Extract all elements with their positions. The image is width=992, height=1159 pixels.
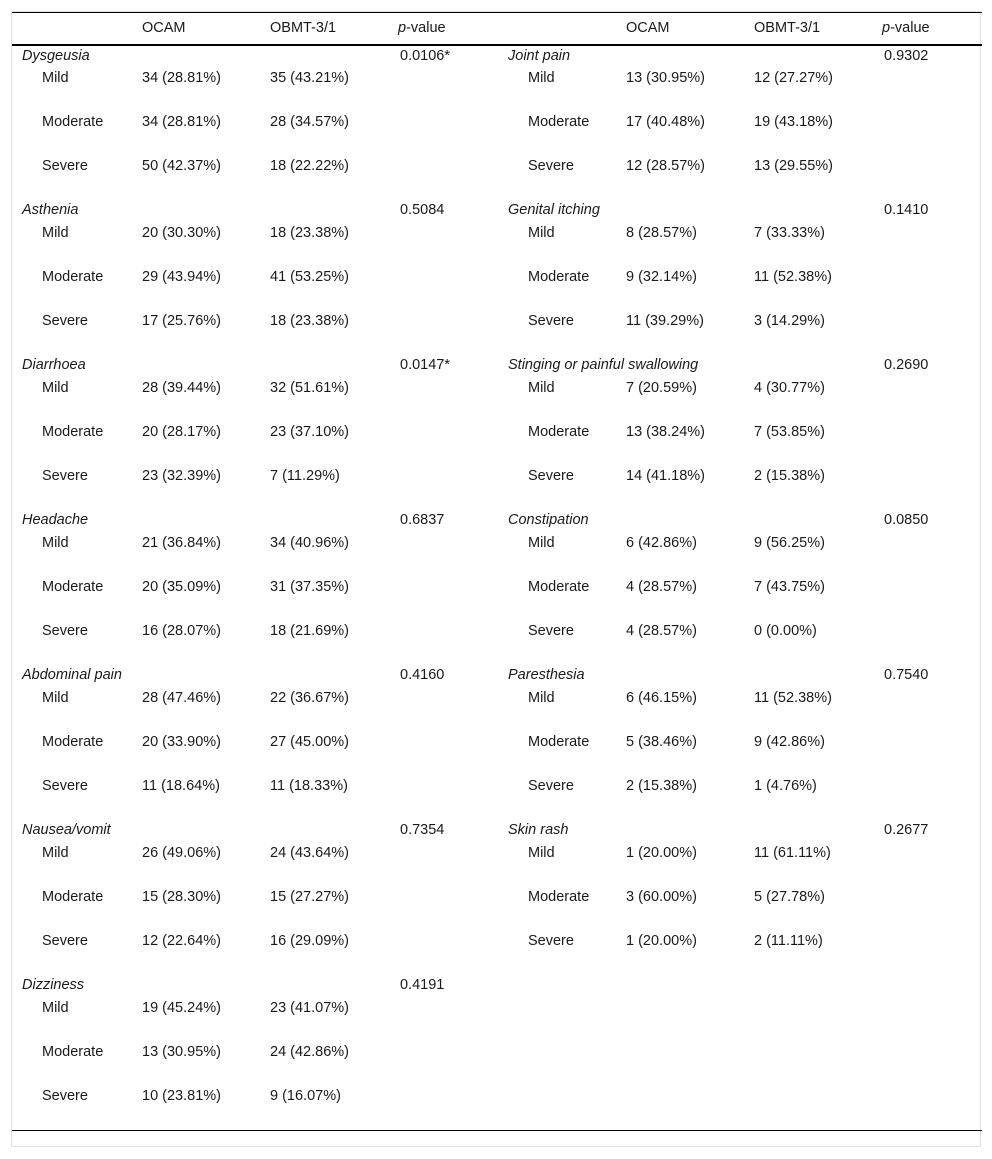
severity-label: Moderate (528, 733, 590, 750)
severity-label: Mild (528, 379, 555, 396)
severity-label: Moderate (42, 578, 104, 595)
severity-label: Severe (42, 157, 88, 174)
group-name: Constipation (508, 511, 589, 528)
empty-cell (398, 688, 498, 732)
obmt-value: 18 (23.38%) (270, 224, 349, 241)
empty-cell (882, 223, 982, 267)
obmt-value: 32 (51.61%) (270, 379, 349, 396)
empty-cell (882, 998, 982, 1042)
empty-cell (626, 1086, 754, 1131)
severity-row (12, 311, 982, 355)
severity-row (12, 931, 982, 975)
severity-row (12, 732, 982, 776)
severity-row (12, 998, 982, 1042)
ocam-value: 15 (28.30%) (142, 888, 221, 905)
obmt-value: 7 (43.75%) (754, 578, 825, 595)
ocam-value: 20 (35.09%) (142, 578, 221, 595)
empty-cell (398, 112, 498, 156)
empty-cell (882, 311, 982, 355)
p-value: 0.0147* (400, 356, 450, 373)
severity-label: Moderate (528, 578, 590, 595)
obmt-value: 3 (14.29%) (754, 312, 825, 329)
obmt-value: 19 (43.18%) (754, 113, 833, 130)
severity-row (12, 533, 982, 577)
obmt-value: 23 (37.10%) (270, 423, 349, 440)
empty-cell (882, 466, 982, 510)
severity-row (12, 621, 982, 665)
ocam-value: 28 (39.44%) (142, 379, 221, 396)
empty-cell (398, 1042, 498, 1086)
severity-label: Severe (12, 1086, 142, 1131)
ocam-value: 13 (30.95%) (142, 1043, 221, 1060)
severity-label: Moderate (528, 423, 590, 440)
obmt-value: 13 (29.55%) (754, 157, 833, 174)
ocam-value: 6 (42.86%) (626, 534, 697, 551)
empty-cell (882, 688, 982, 732)
severity-row (12, 843, 982, 887)
severity-label: Severe (42, 622, 88, 639)
ocam-value: 50 (42.37%) (142, 157, 221, 174)
p-value: 0.0850 (884, 511, 929, 528)
p-italic: p (398, 20, 407, 37)
obmt-value: 18 (22.22%) (270, 157, 349, 174)
obmt-value: 23 (41.07%) (270, 999, 349, 1016)
header-p-value-right (882, 13, 982, 45)
severity-row (12, 887, 982, 931)
severity-label: Moderate (528, 113, 590, 130)
ocam-value: 6 (46.15%) (626, 689, 697, 706)
obmt-value: 5 (27.78%) (754, 888, 825, 905)
severity-label: Mild (42, 379, 69, 396)
empty-cell (498, 1086, 626, 1131)
group-header-row (12, 200, 982, 223)
obmt-value: 31 (37.35%) (270, 578, 349, 595)
ocam-value: 20 (28.17%) (142, 423, 221, 440)
group-name: Nausea/vomit (22, 821, 111, 838)
empty-cell (754, 998, 882, 1042)
severity-label: Severe (528, 312, 574, 329)
header-blank-left (12, 13, 142, 45)
severity-label: Moderate (528, 888, 590, 905)
obmt-value: 18 (21.69%) (270, 622, 349, 639)
severity-label: Mild (42, 689, 69, 706)
group-name: Stinging or painful swallowing (508, 356, 699, 373)
ocam-value: 29 (43.94%) (142, 268, 221, 285)
severity-label: Mild (528, 534, 555, 551)
empty-cell (498, 998, 626, 1042)
adverse-effects-table-frame (11, 11, 981, 1147)
ocam-value: 11 (18.64%) (142, 777, 220, 794)
ocam-value: 13 (38.24%) (626, 423, 705, 440)
empty-cell (398, 931, 498, 975)
p-italic: p (882, 20, 891, 37)
ocam-value: 20 (33.90%) (142, 733, 221, 750)
severity-label: Moderate (42, 268, 104, 285)
severity-row (12, 267, 982, 311)
empty-cell (398, 776, 498, 820)
empty-cell (882, 931, 982, 975)
ocam-value: 11 (39.29%) (626, 312, 704, 329)
ocam-value: 14 (41.18%) (626, 467, 705, 484)
ocam-value: 9 (32.14%) (626, 268, 697, 285)
severity-row (12, 68, 982, 112)
ocam-value: 17 (25.76%) (142, 312, 221, 329)
empty-cell (882, 843, 982, 887)
obmt-value: 9 (56.25%) (754, 534, 825, 551)
severity-label: Mild (42, 69, 69, 86)
p-value: 0.6837 (400, 511, 445, 528)
severity-label: Severe (42, 777, 88, 794)
severity-label: Mild (528, 689, 555, 706)
empty-cell (882, 267, 982, 311)
obmt-value: 28 (34.57%) (270, 113, 349, 130)
empty-cell (498, 975, 982, 998)
obmt-value: 35 (43.21%) (270, 69, 349, 86)
ocam-value: 34 (28.81%) (142, 113, 221, 130)
ocam-value: 7 (20.59%) (626, 379, 697, 396)
ocam-value: 2 (15.38%) (626, 777, 697, 794)
table-body (12, 45, 982, 1131)
empty-cell (398, 843, 498, 887)
p-value: 0.7540 (884, 666, 929, 683)
severity-row (12, 378, 982, 422)
empty-cell (398, 621, 498, 665)
ocam-value: 12 (22.64%) (142, 932, 221, 949)
group-header-row (12, 975, 982, 998)
p-value: 0.2690 (884, 356, 929, 373)
obmt-value: 15 (27.27%) (270, 888, 349, 905)
severity-label: Mild (42, 534, 69, 551)
group-name: Abdominal pain (22, 666, 122, 683)
header-obmt-right: OBMT-3/1 (754, 13, 882, 45)
severity-label: Moderate (42, 888, 104, 905)
severity-label: Mild (528, 224, 555, 241)
severity-label: Moderate (42, 423, 104, 440)
adverse-effects-table (12, 12, 982, 1131)
empty-cell (398, 422, 498, 466)
header-p-value-left (398, 13, 498, 45)
ocam-value: 17 (40.48%) (626, 113, 705, 130)
obmt-value: 27 (45.00%) (270, 733, 349, 750)
severity-label: Severe (528, 777, 574, 794)
header-blank-right (498, 13, 626, 45)
obmt-value: 16 (29.09%) (270, 932, 349, 949)
ocam-value: 19 (45.24%) (142, 999, 221, 1016)
ocam-value: 3 (60.00%) (626, 888, 697, 905)
empty-cell (882, 378, 982, 422)
group-name: Skin rash (508, 821, 569, 838)
empty-cell (626, 1042, 754, 1086)
ocam-value: 1 (20.00%) (626, 932, 697, 949)
empty-cell (882, 887, 982, 931)
severity-label: Severe (528, 932, 574, 949)
obmt-value: 11 (61.11%) (754, 844, 831, 861)
severity-row (12, 223, 982, 267)
empty-cell (398, 466, 498, 510)
group-header-row (12, 820, 982, 843)
group-name: Joint pain (508, 47, 571, 64)
p-value: 0.1410 (884, 201, 929, 218)
obmt-value: 11 (52.38%) (754, 689, 832, 706)
group-name: Asthenia (22, 201, 79, 218)
empty-cell (398, 156, 498, 200)
severity-row (12, 776, 982, 820)
severity-row (12, 577, 982, 621)
ocam-value: 1 (20.00%) (626, 844, 697, 861)
group-name: Diarrhoea (22, 356, 86, 373)
group-header-row (12, 355, 982, 378)
p-value: 0.4160 (400, 666, 445, 683)
obmt-value: 41 (53.25%) (270, 268, 349, 285)
severity-row (12, 1086, 982, 1131)
empty-cell (398, 223, 498, 267)
group-header-row (12, 510, 982, 533)
severity-label: Severe (528, 157, 574, 174)
p-value: 0.2677 (884, 821, 929, 838)
p-suffix: -value (406, 20, 446, 37)
ocam-value: 4 (28.57%) (626, 578, 697, 595)
header-obmt-left: OBMT-3/1 (270, 13, 398, 45)
group-name: Dysgeusia (22, 47, 90, 64)
severity-label: Severe (42, 467, 88, 484)
ocam-value: 23 (32.39%) (142, 467, 221, 484)
ocam-value: 5 (38.46%) (626, 733, 697, 750)
severity-label: Mild (528, 844, 555, 861)
ocam-value: 10 (23.81%) (142, 1086, 270, 1131)
obmt-value: 7 (53.85%) (754, 423, 825, 440)
p-suffix: -value (890, 20, 930, 37)
empty-cell (882, 112, 982, 156)
obmt-value: 7 (33.33%) (754, 224, 825, 241)
ocam-value: 20 (30.30%) (142, 224, 221, 241)
empty-cell (398, 533, 498, 577)
obmt-value: 9 (42.86%) (754, 733, 825, 750)
ocam-value: 28 (47.46%) (142, 689, 221, 706)
severity-label: Mild (528, 69, 555, 86)
empty-cell (882, 1042, 982, 1086)
obmt-value: 4 (30.77%) (754, 379, 825, 396)
empty-cell (754, 1042, 882, 1086)
severity-label: Severe (528, 622, 574, 639)
empty-cell (398, 732, 498, 776)
p-value: 0.7354 (400, 821, 445, 838)
empty-cell (398, 68, 498, 112)
severity-label: Severe (528, 467, 574, 484)
severity-row (12, 688, 982, 732)
ocam-value: 16 (28.07%) (142, 622, 221, 639)
empty-cell (882, 621, 982, 665)
p-value: 0.9302 (884, 47, 929, 64)
severity-row (12, 1042, 982, 1086)
group-name: Genital itching (508, 201, 600, 218)
empty-cell (754, 1086, 882, 1131)
ocam-value: 34 (28.81%) (142, 69, 221, 86)
ocam-value: 13 (30.95%) (626, 69, 705, 86)
obmt-value: 34 (40.96%) (270, 534, 349, 551)
empty-cell (398, 267, 498, 311)
obmt-value: 1 (4.76%) (754, 777, 817, 794)
obmt-value: 24 (42.86%) (270, 1043, 349, 1060)
group-name: Headache (22, 511, 89, 528)
obmt-value: 18 (23.38%) (270, 312, 349, 329)
severity-label: Severe (42, 932, 88, 949)
header-row (12, 13, 982, 45)
ocam-value: 26 (49.06%) (142, 844, 221, 861)
obmt-value: 0 (0.00%) (754, 622, 817, 639)
obmt-value: 11 (52.38%) (754, 268, 832, 285)
empty-cell (882, 156, 982, 200)
severity-label: Moderate (42, 733, 104, 750)
obmt-value: 22 (36.67%) (270, 689, 349, 706)
header-ocam-left: OCAM (142, 13, 270, 45)
severity-label: Moderate (42, 1043, 104, 1060)
severity-label: Severe (42, 312, 88, 329)
group-name: Dizziness (22, 976, 85, 993)
obmt-value: 11 (18.33%) (270, 777, 348, 794)
empty-cell (882, 732, 982, 776)
group-name: Paresthesia (508, 666, 585, 683)
group-header-row (12, 45, 982, 68)
empty-cell (626, 998, 754, 1042)
empty-cell (882, 1086, 982, 1131)
ocam-value: 4 (28.57%) (626, 622, 697, 639)
p-value: 0.5084 (400, 201, 445, 218)
severity-label: Mild (42, 844, 69, 861)
obmt-value: 2 (11.11%) (754, 932, 823, 949)
empty-cell (882, 68, 982, 112)
empty-cell (498, 1042, 626, 1086)
severity-label: Moderate (528, 268, 590, 285)
severity-label: Moderate (42, 113, 104, 130)
empty-cell (882, 577, 982, 621)
severity-row (12, 466, 982, 510)
p-value: 0.0106* (400, 47, 450, 64)
empty-cell (882, 776, 982, 820)
ocam-value: 21 (36.84%) (142, 534, 221, 551)
obmt-value: 12 (27.27%) (754, 69, 833, 86)
obmt-value: 9 (16.07%) (270, 1086, 398, 1131)
empty-cell (398, 577, 498, 621)
empty-cell (398, 998, 498, 1042)
header-ocam-right: OCAM (626, 13, 754, 45)
empty-cell (882, 422, 982, 466)
obmt-value: 24 (43.64%) (270, 844, 349, 861)
severity-label: Mild (42, 999, 69, 1016)
empty-cell (398, 887, 498, 931)
severity-row (12, 422, 982, 466)
severity-row (12, 156, 982, 200)
p-value: 0.4191 (400, 976, 445, 993)
severity-label: Mild (42, 224, 69, 241)
empty-cell (398, 378, 498, 422)
obmt-value: 7 (11.29%) (270, 467, 340, 484)
empty-cell (398, 1086, 498, 1131)
group-header-row (12, 665, 982, 688)
severity-row (12, 112, 982, 156)
ocam-value: 8 (28.57%) (626, 224, 697, 241)
empty-cell (398, 311, 498, 355)
ocam-value: 12 (28.57%) (626, 157, 705, 174)
empty-cell (882, 533, 982, 577)
obmt-value: 2 (15.38%) (754, 467, 825, 484)
